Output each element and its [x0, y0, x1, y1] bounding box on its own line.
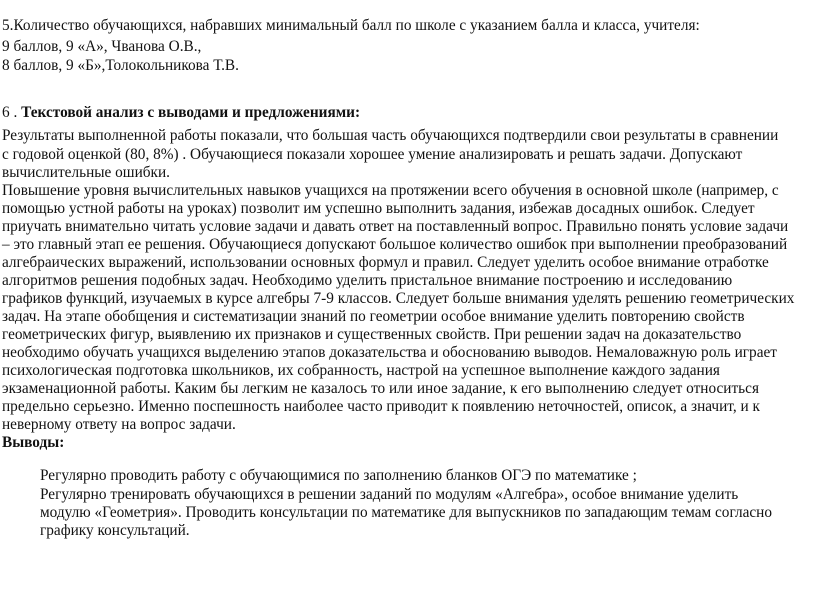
analysis-line: экзаменационной работы. Каким бы легким не казалось то или иное задание, к его выполнению следует относиться [2, 380, 759, 397]
analysis-line: – это главный этап ее решения. Обучающиеся допускают большое количество ошибок при выполнении преобразований [2, 236, 788, 253]
analysis-line: неверному ответу на вопрос задачи. [2, 416, 236, 433]
conclusion-line: Регулярно проводить работу с обучающимися по заполнению бланков ОГЭ по математике ; [40, 467, 637, 484]
analysis-line: алгоритмов решения подобных задач. Необходимо уделить пристальное внимание построению и исследованию [2, 272, 733, 289]
analysis-line: Результаты выполненной работы показали, что большая часть обучающихся подтвердили свои результаты в сравнении [2, 127, 779, 144]
section6-title: Текстовой анализ с выводами и предложениями: [21, 104, 361, 121]
analysis-line: помощью устной работы на уроках) позволит им успешно выполнить задания, избежав досадных ошибок. Следует [2, 200, 755, 217]
section6-heading [2, 104, 360, 122]
analysis-line: приучать внимательно читать условие задачи и давать ответ на поставленный вопрос. Правильно понять условие задачи [2, 218, 789, 235]
analysis-line: с годовой оценкой (80, 8%) . Обучающиеся показали хорошее умение анализировать и решать задачи. Допускают [2, 146, 743, 163]
section6-number: 6 . [2, 104, 22, 121]
analysis-line: психологическая подготовка школьников, их собранность, настрой на успешное выполнение каждого задания [2, 362, 720, 379]
conclusions-heading: Выводы: [2, 434, 65, 451]
section5-teacher-line-2: 8 баллов, 9 «Б»,Толокольникова Т.В. [2, 57, 239, 74]
conclusion-line: графику консультаций. [40, 522, 190, 539]
conclusion-line: модулю «Геометрия». Проводить консультации по математике для выпускников по западающим темам согласно [40, 504, 772, 521]
section5-title: 5.Количество обучающихся, набравших минимальный балл по школе с указанием балла и класса, учителя: [2, 17, 700, 34]
analysis-line: геометрических фигур, выявлению их признаков и существенных свойств. При решении задач на доказательство [2, 326, 742, 343]
analysis-line: предельно серьезно. Именно поспешность наиболее часто приводит к появлению неточностей, описок, а значит, и к [2, 398, 760, 415]
conclusion-line: Регулярно тренировать обучающихся в решении заданий по модулям «Алгебра», особое внимание уделить [40, 486, 739, 503]
analysis-line: необходимо обучать учащихся выделению этапов доказательства и обоснованию выводов. Немаловажную роль играет [2, 344, 777, 361]
analysis-line: алгебраических выражений, использовании основных формул и правил. Следует уделить особое внимание отработке [2, 254, 769, 271]
analysis-line: вычислительные ошибки. [2, 164, 170, 181]
section5-teacher-line-1: 9 баллов, 9 «А», Чванова О.В., [2, 38, 202, 55]
analysis-line: графиков функций, изучаемых в курсе алгебры 7-9 классов. Следует больше внимания уделять решению геометрических [2, 290, 795, 307]
analysis-line: задач. На этапе обобщения и систематизации знаний по геометрии особое внимание уделить повторению свойств [2, 308, 745, 325]
analysis-line: Повышение уровня вычислительных навыков учащихся на протяжении всего обучения в основной школе (например, с [2, 182, 779, 199]
